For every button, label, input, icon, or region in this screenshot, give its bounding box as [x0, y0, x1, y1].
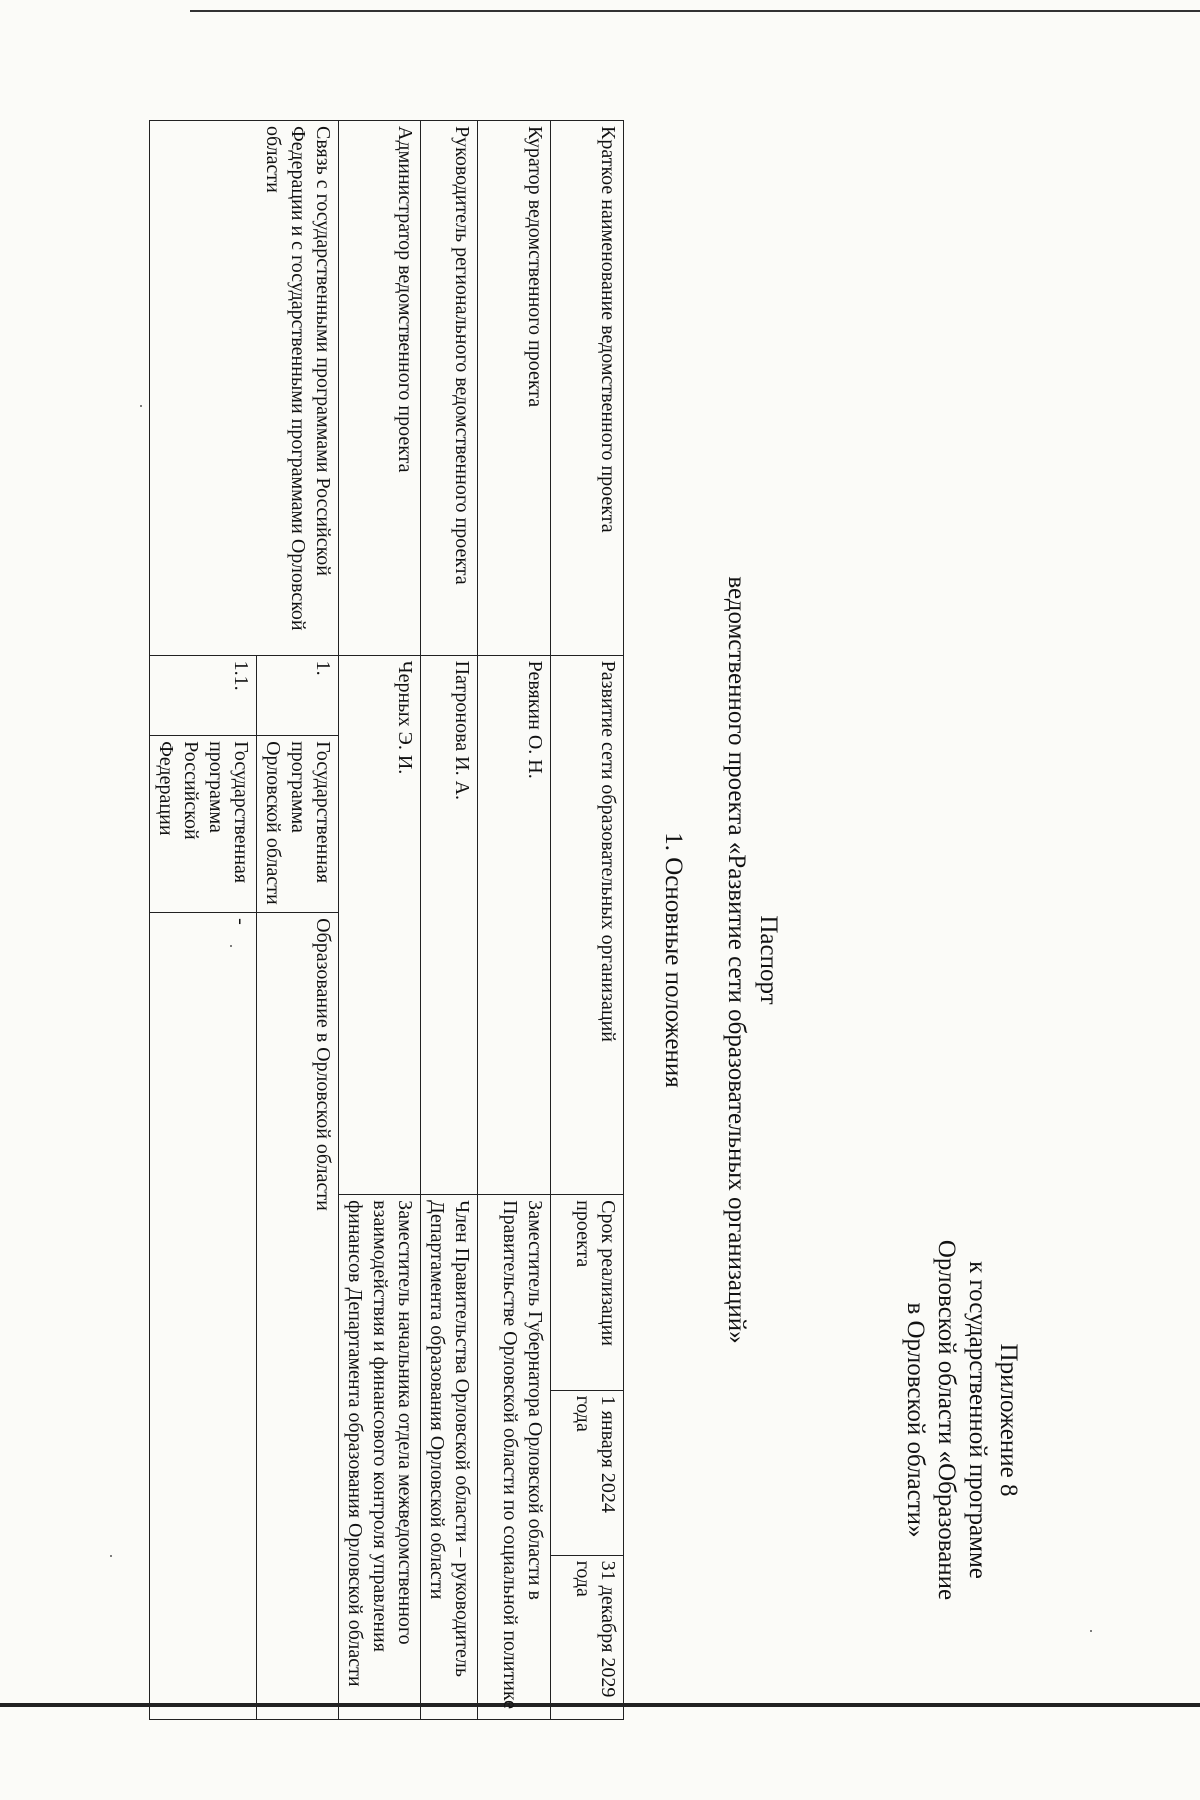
program-row: [257, 656, 339, 1719]
scan-speck: [1090, 1630, 1092, 1632]
program-number: 1.1.: [150, 656, 257, 736]
document-title: [720, 120, 784, 1800]
scan-speck: [140, 405, 142, 407]
end-date: 31 декабря 2029 года: [551, 1555, 623, 1719]
program-row: [150, 656, 257, 1719]
scan-speck: [110, 1555, 112, 1557]
appendix-line: Орловской области «Образование: [933, 1239, 960, 1601]
curator-position: Заместитель Губернатора Орловской области в Правительстве Орловской области по социальной политике: [478, 1195, 551, 1720]
administrator-name: Черных Э. И.: [339, 655, 421, 1195]
passport-table: [149, 120, 624, 1720]
rotated-page: [144, 120, 1024, 1720]
curator-name: Ревякин О. Н.: [478, 655, 551, 1195]
program-value: Образование в Орловской области: [257, 913, 339, 1719]
row-label: Руководитель регионального ведомственного проекта: [421, 121, 478, 656]
title-project: ведомственного проекта «Развитие сети образовательных организаций»: [723, 576, 750, 1344]
appendix-line: в Орловской области»: [902, 1302, 929, 1538]
start-date: 1 января 2024 года: [551, 1390, 623, 1555]
table-row: [478, 121, 551, 1720]
section-heading: 1. Основные положения: [660, 832, 687, 1088]
appendix-line: к государственной программе: [964, 1261, 991, 1579]
program-number: 1.: [257, 656, 339, 736]
row-label: Краткое наименование ведомственного проекта: [551, 121, 624, 656]
table-row: [421, 121, 478, 1720]
row-label: Связь с государственными программами Российской Федерации и с государственными программами Орловской области: [150, 121, 339, 656]
term-label: Срок реализации проекта: [551, 1195, 623, 1390]
program-value: -: [150, 913, 257, 1719]
table-row: [551, 121, 624, 1720]
leader-name: Патронова И. А.: [421, 655, 478, 1195]
appendix-block: [900, 1140, 1024, 1700]
program-name: Государственная программа Российской Федерации: [150, 736, 257, 913]
row-label: Администратор ведомственного проекта: [339, 121, 421, 656]
project-short-name: Развитие сети образовательных организаций: [551, 655, 624, 1195]
table-row: [339, 121, 421, 1720]
row-label: Куратор ведомственного проекта: [478, 121, 551, 656]
leader-position: Член Правительства Орловской области – руководитель Департамента образования Орловской области: [421, 1195, 478, 1720]
appendix-number: Приложение 8: [995, 1343, 1022, 1497]
programs-subtable: [150, 656, 338, 1719]
administrator-position: Заместитель начальника отдела межведомственного взаимодействия и финансового контроля управления финансов Департамента образования Орловской области: [339, 1195, 421, 1720]
scan-edge-top: [190, 10, 1200, 12]
title-passport: Паспорт: [755, 915, 782, 1005]
program-name: Государственная программа Орловской области: [257, 736, 339, 913]
table-row: [150, 121, 339, 1720]
term-subtable: [551, 1195, 623, 1719]
